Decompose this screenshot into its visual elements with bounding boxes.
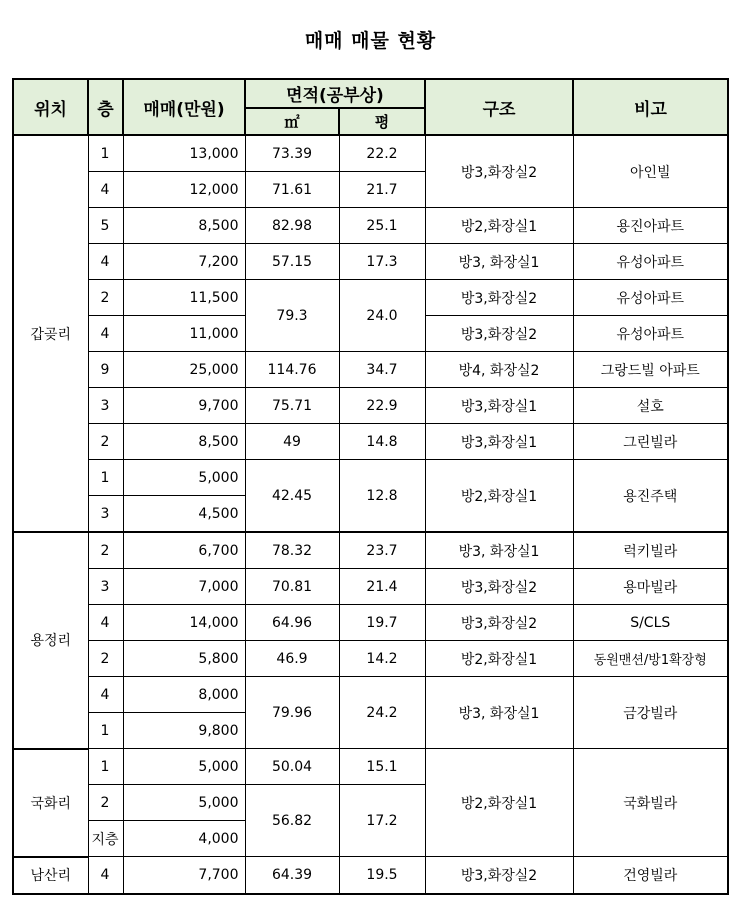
price-cell: 7,000 bbox=[123, 569, 245, 605]
header-floor: 층 bbox=[88, 79, 123, 135]
table-row bbox=[13, 388, 728, 424]
note-cell: S/CLS bbox=[573, 605, 728, 641]
header-structure: 구조 bbox=[425, 79, 573, 135]
header-area: 면적(공부상) bbox=[245, 79, 425, 108]
price-cell: 5,000 bbox=[123, 749, 245, 785]
structure-cell: 방3, 화장실1 bbox=[425, 244, 573, 280]
floor-cell: 2 bbox=[88, 424, 123, 460]
price-cell: 5,800 bbox=[123, 641, 245, 677]
price-cell: 7,700 bbox=[123, 857, 245, 894]
structure-cell: 방3,화장실2 bbox=[425, 316, 573, 352]
header-price: 매매(만원) bbox=[123, 79, 245, 135]
sqm-cell: 46.9 bbox=[245, 641, 339, 677]
structure-cell: 방3,화장실2 bbox=[425, 280, 573, 316]
note-cell: 용진주택 bbox=[573, 460, 728, 533]
table-row bbox=[13, 532, 728, 569]
table-row bbox=[13, 677, 728, 713]
note-cell: 용진아파트 bbox=[573, 208, 728, 244]
sqm-cell: 64.39 bbox=[245, 857, 339, 894]
note-cell: 그랑드빌 아파트 bbox=[573, 352, 728, 388]
sqm-cell: 71.61 bbox=[245, 172, 339, 208]
price-cell: 13,000 bbox=[123, 135, 245, 172]
structure-cell: 방3, 화장실1 bbox=[425, 532, 573, 569]
structure-cell: 방3,화장실2 bbox=[425, 605, 573, 641]
table-row bbox=[13, 460, 728, 496]
structure-cell: 방4, 화장실2 bbox=[425, 352, 573, 388]
price-cell: 7,200 bbox=[123, 244, 245, 280]
pyeong-cell: 21.7 bbox=[339, 172, 425, 208]
price-cell: 8,000 bbox=[123, 677, 245, 713]
pyeong-cell: 14.8 bbox=[339, 424, 425, 460]
floor-cell: 4 bbox=[88, 316, 123, 352]
floor-cell: 2 bbox=[88, 532, 123, 569]
floor-cell: 1 bbox=[88, 460, 123, 496]
sqm-cell: 70.81 bbox=[245, 569, 339, 605]
table-row bbox=[13, 135, 728, 172]
note-cell: 동원맨션/방1확장형 bbox=[573, 641, 728, 677]
listings-table bbox=[12, 78, 729, 895]
price-cell: 9,700 bbox=[123, 388, 245, 424]
pyeong-cell: 19.5 bbox=[339, 857, 425, 894]
note-cell: 그린빌라 bbox=[573, 424, 728, 460]
floor-cell: 4 bbox=[88, 244, 123, 280]
pyeong-cell: 21.4 bbox=[339, 569, 425, 605]
note-cell: 유성아파트 bbox=[573, 316, 728, 352]
pyeong-cell: 12.8 bbox=[339, 460, 425, 533]
floor-cell: 3 bbox=[88, 569, 123, 605]
note-cell: 건영빌라 bbox=[573, 857, 728, 894]
pyeong-cell: 14.2 bbox=[339, 641, 425, 677]
pyeong-cell: 34.7 bbox=[339, 352, 425, 388]
sqm-cell: 75.71 bbox=[245, 388, 339, 424]
floor-cell: 지층 bbox=[88, 821, 123, 857]
note-cell: 용마빌라 bbox=[573, 569, 728, 605]
floor-cell: 3 bbox=[88, 496, 123, 533]
price-cell: 4,500 bbox=[123, 496, 245, 533]
sqm-cell: 114.76 bbox=[245, 352, 339, 388]
location-cell: 갑곶리 bbox=[13, 135, 88, 532]
table-row bbox=[13, 280, 728, 316]
price-cell: 6,700 bbox=[123, 532, 245, 569]
note-cell: 유성아파트 bbox=[573, 280, 728, 316]
note-cell: 국화빌라 bbox=[573, 749, 728, 857]
table-row bbox=[13, 857, 728, 894]
floor-cell: 2 bbox=[88, 641, 123, 677]
floor-cell: 4 bbox=[88, 677, 123, 713]
floor-cell: 5 bbox=[88, 208, 123, 244]
location-cell: 국화리 bbox=[13, 749, 88, 857]
price-cell: 9,800 bbox=[123, 713, 245, 749]
table-row bbox=[13, 424, 728, 460]
floor-cell: 1 bbox=[88, 713, 123, 749]
sqm-cell: 79.3 bbox=[245, 280, 339, 352]
structure-cell: 방2,화장실1 bbox=[425, 460, 573, 533]
structure-cell: 방3,화장실1 bbox=[425, 424, 573, 460]
price-cell: 5,000 bbox=[123, 785, 245, 821]
sqm-cell: 79.96 bbox=[245, 677, 339, 749]
note-cell: 유성아파트 bbox=[573, 244, 728, 280]
pyeong-cell: 15.1 bbox=[339, 749, 425, 785]
pyeong-cell: 24.2 bbox=[339, 677, 425, 749]
header-sqm: ㎡ bbox=[245, 108, 339, 135]
pyeong-cell: 23.7 bbox=[339, 532, 425, 569]
sqm-cell: 56.82 bbox=[245, 785, 339, 857]
pyeong-cell: 22.9 bbox=[339, 388, 425, 424]
table-row bbox=[13, 352, 728, 388]
table-row bbox=[13, 641, 728, 677]
price-cell: 25,000 bbox=[123, 352, 245, 388]
price-cell: 5,000 bbox=[123, 460, 245, 496]
sqm-cell: 73.39 bbox=[245, 135, 339, 172]
pyeong-cell: 17.3 bbox=[339, 244, 425, 280]
structure-cell: 방2,화장실1 bbox=[425, 749, 573, 857]
structure-cell: 방3,화장실2 bbox=[425, 569, 573, 605]
pyeong-cell: 24.0 bbox=[339, 280, 425, 352]
price-cell: 4,000 bbox=[123, 821, 245, 857]
sqm-cell: 49 bbox=[245, 424, 339, 460]
table-row bbox=[13, 749, 728, 785]
location-cell: 남산리 bbox=[13, 857, 88, 894]
price-cell: 12,000 bbox=[123, 172, 245, 208]
floor-cell: 2 bbox=[88, 280, 123, 316]
table-row bbox=[13, 605, 728, 641]
sqm-cell: 57.15 bbox=[245, 244, 339, 280]
sqm-cell: 42.45 bbox=[245, 460, 339, 533]
table-row bbox=[13, 244, 728, 280]
floor-cell: 1 bbox=[88, 135, 123, 172]
floor-cell: 4 bbox=[88, 172, 123, 208]
location-cell: 용정리 bbox=[13, 532, 88, 749]
floor-cell: 4 bbox=[88, 857, 123, 894]
header-pyeong: 평 bbox=[339, 108, 425, 135]
structure-cell: 방2,화장실1 bbox=[425, 208, 573, 244]
sqm-cell: 50.04 bbox=[245, 749, 339, 785]
floor-cell: 9 bbox=[88, 352, 123, 388]
price-cell: 8,500 bbox=[123, 424, 245, 460]
sqm-cell: 64.96 bbox=[245, 605, 339, 641]
page-title: 매매 매물 현황 bbox=[304, 30, 437, 52]
price-cell: 8,500 bbox=[123, 208, 245, 244]
price-cell: 11,000 bbox=[123, 316, 245, 352]
table-row bbox=[13, 569, 728, 605]
note-cell: 설호 bbox=[573, 388, 728, 424]
sqm-cell: 78.32 bbox=[245, 532, 339, 569]
note-cell: 아인빌 bbox=[573, 135, 728, 208]
note-cell: 럭키빌라 bbox=[573, 532, 728, 569]
structure-cell: 방3,화장실2 bbox=[425, 135, 573, 208]
structure-cell: 방3,화장실2 bbox=[425, 857, 573, 894]
note-cell: 금강빌라 bbox=[573, 677, 728, 749]
sqm-cell: 82.98 bbox=[245, 208, 339, 244]
structure-cell: 방3,화장실1 bbox=[425, 388, 573, 424]
floor-cell: 2 bbox=[88, 785, 123, 821]
structure-cell: 방3, 화장실1 bbox=[425, 677, 573, 749]
price-cell: 11,500 bbox=[123, 280, 245, 316]
pyeong-cell: 22.2 bbox=[339, 135, 425, 172]
floor-cell: 1 bbox=[88, 749, 123, 785]
structure-cell: 방2,화장실1 bbox=[425, 641, 573, 677]
pyeong-cell: 17.2 bbox=[339, 785, 425, 857]
pyeong-cell: 25.1 bbox=[339, 208, 425, 244]
header-note: 비고 bbox=[573, 79, 728, 135]
pyeong-cell: 19.7 bbox=[339, 605, 425, 641]
floor-cell: 4 bbox=[88, 605, 123, 641]
floor-cell: 3 bbox=[88, 388, 123, 424]
table-row bbox=[13, 208, 728, 244]
price-cell: 14,000 bbox=[123, 605, 245, 641]
header-location: 위치 bbox=[13, 79, 88, 135]
